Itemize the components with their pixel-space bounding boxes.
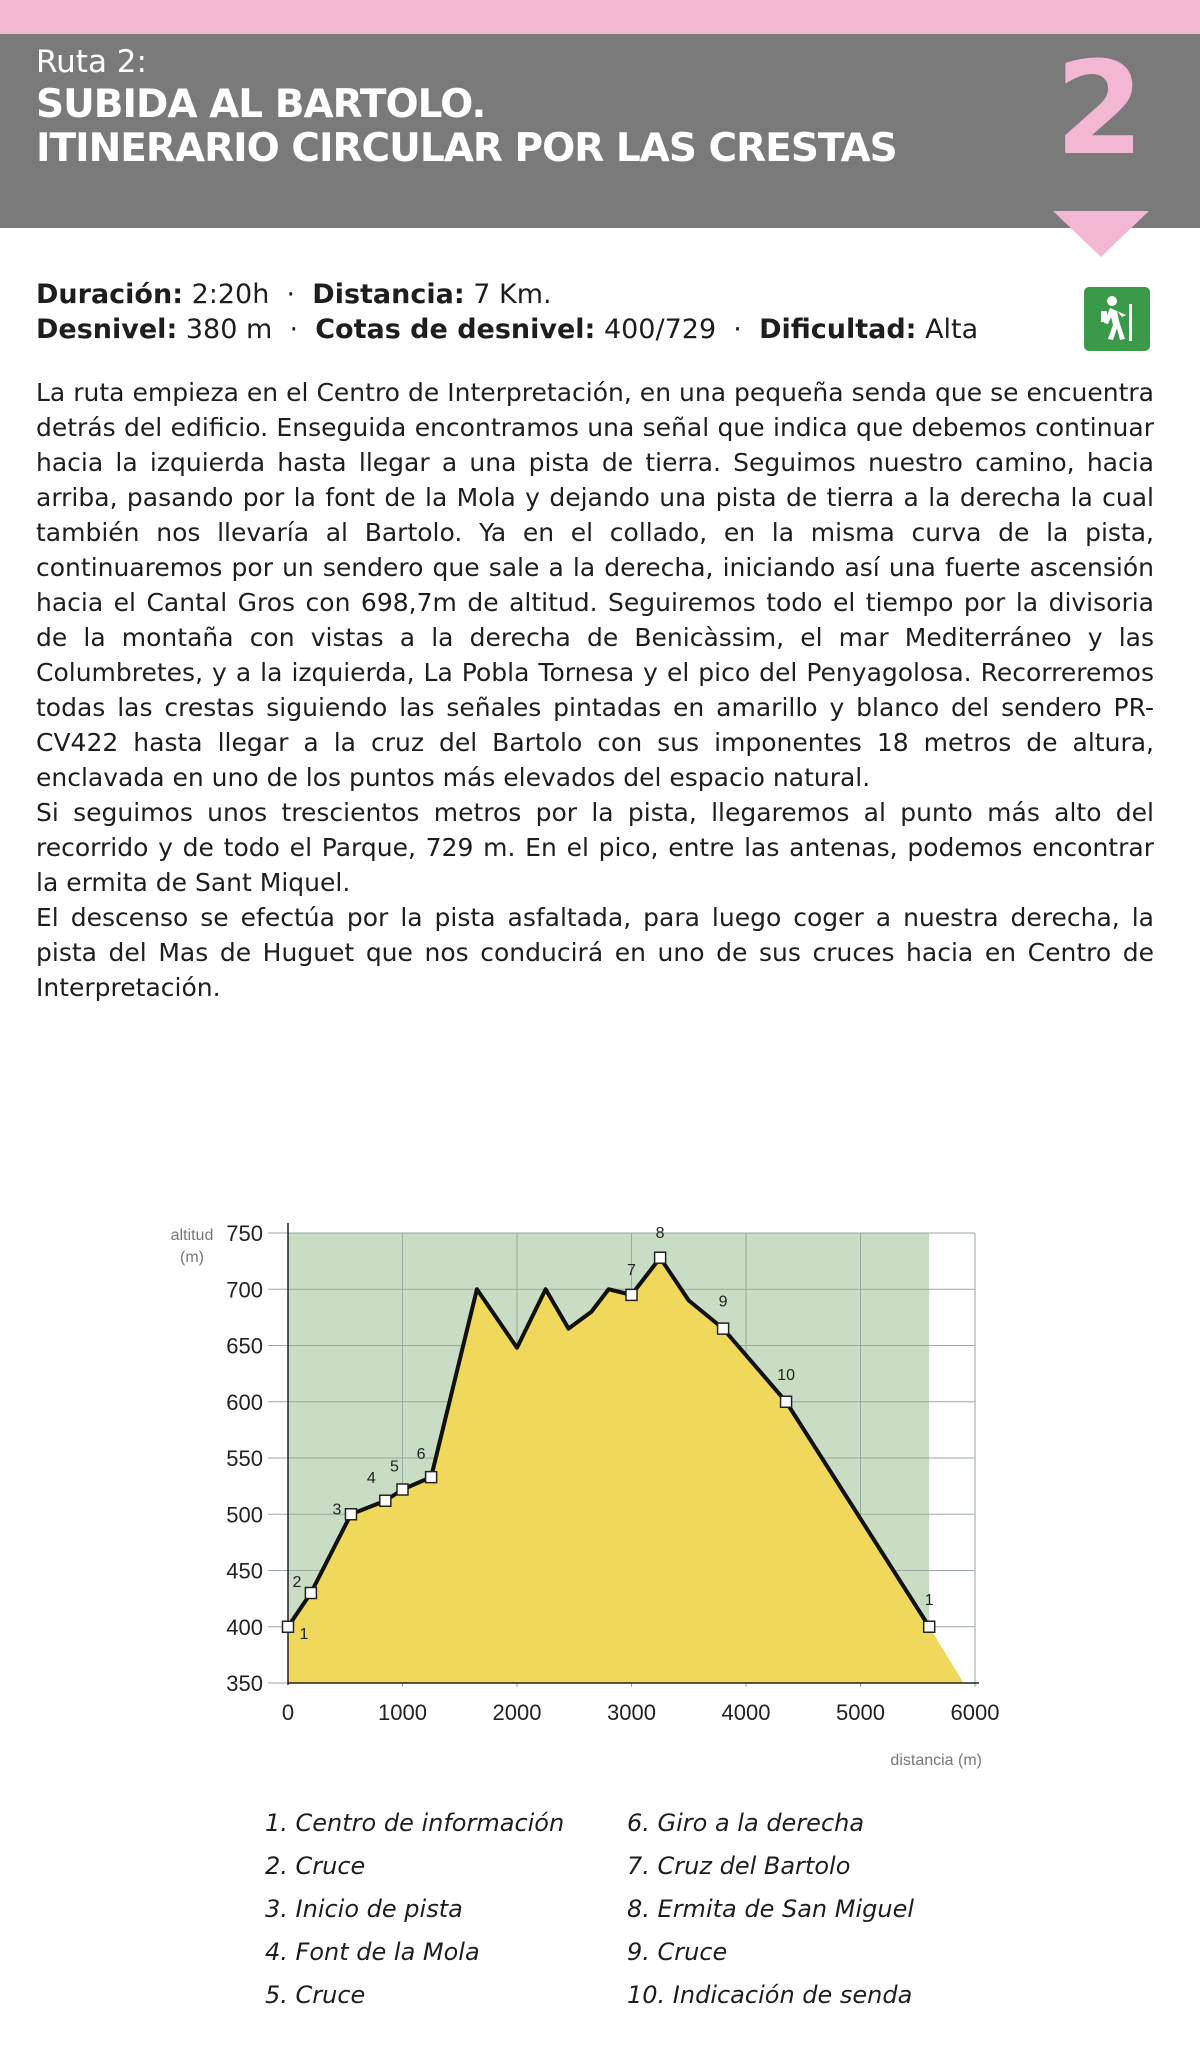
chart-waypoint-label: 3 — [332, 1501, 342, 1519]
distancia-value: 7 Km. — [473, 279, 552, 310]
legend-item: 7. Cruz del Bartolo — [627, 1852, 851, 1880]
chart-x-axis-label: distancia (m) — [890, 1752, 982, 1769]
chart-x-tick-label: 2000 — [492, 1700, 542, 1725]
route-label: Ruta 2: — [36, 44, 147, 80]
duracion-value: 2:20h — [191, 279, 270, 310]
chart-waypoint-marker — [380, 1495, 391, 1506]
title-line-2: ITINERARIO CIRCULAR POR LAS CRESTAS — [36, 126, 897, 171]
chart-y-tick-label: 500 — [226, 1502, 263, 1528]
chart-y-tick-label: 550 — [226, 1446, 263, 1471]
stats-line-1 — [36, 277, 978, 312]
chart-x-tick-label: 4000 — [721, 1700, 771, 1725]
chart-y-tick-label: 750 — [226, 1221, 263, 1246]
legend-column-left — [265, 1802, 625, 2017]
elevation-chart-svg — [130, 1200, 1010, 1780]
chart-y-tick-label: 350 — [226, 1671, 263, 1696]
chart-waypoint-marker — [781, 1396, 792, 1407]
title-line-1: SUBIDA AL BARTOLO. — [36, 82, 486, 127]
cotas-label: Cotas de desnivel: — [315, 314, 596, 345]
chart-y-tick-label: 600 — [226, 1389, 263, 1415]
chart-x-tick-label: 5000 — [836, 1700, 885, 1725]
dificultad-value: Alta — [925, 314, 979, 345]
chart-waypoint-marker — [426, 1472, 437, 1483]
chart-y-tick-label: 400 — [226, 1614, 263, 1640]
legend-item: 3. Inicio de pista — [265, 1895, 463, 1923]
chart-waypoint-label: 9 — [718, 1293, 728, 1311]
description-paragraph-1: La ruta empieza en el Centro de Interpretación, en una pequeña senda que se encuentra detrás del edificio. Enseguida encontramos una señal que indica que debemos continuar hacia la izquierda hasta llegar a una pista de tierra. Seguimos nuestro camino, hacia arriba, pasando por la font de la Mola y dejando una pista de tierra a la derecha la cual también nos llevaría al Bartolo. Ya en el collado, en la misma curva de la pista, continuaremos por un sendero que sale a la derecha, iniciando así una fuerte ascensión hacia el Cantal Gros con 698,7m de altitud. Seguiremos todo el tiempo por la divisoria de la montaña con vistas a la derecha de Benicàssim, el mar Mediterráneo y las Columbretes, y a la izquierda, La Pobla Tornesa y el pico del Penyagolosa. Recorreremos todas las crestas siguiendo las señales pintadas en amarillo y blanco del sendero PR-CV422 hasta llegar a la cruz del Bartolo con sus imponentes 18 metros de altura, enclavada en uno de los puntos más elevados del espacio natural. — [36, 378, 1154, 792]
separator: · — [289, 314, 299, 345]
legend-item: 8. Ermita de San Miguel — [627, 1895, 915, 1923]
legend-item: 4. Font de la Mola — [265, 1938, 480, 1966]
desnivel-value: 380 m — [185, 314, 273, 345]
top-stripe — [0, 0, 1200, 34]
chart-waypoint-label: 1 — [299, 1625, 309, 1643]
chart-waypoint-label: 8 — [655, 1224, 665, 1242]
chart-waypoint-marker — [655, 1252, 666, 1263]
desnivel-label: Desnivel: — [36, 314, 178, 345]
route-stats — [36, 277, 978, 347]
chart-y-tick-label: 450 — [226, 1558, 263, 1584]
hiker-icon — [1084, 287, 1150, 351]
page-title — [36, 83, 897, 171]
distancia-label: Distancia: — [312, 279, 465, 310]
chart-waypoint-marker — [718, 1323, 729, 1334]
legend-item: 2. Cruce — [265, 1852, 366, 1880]
chart-waypoint-label: 4 — [366, 1469, 376, 1487]
description-paragraph-2: Si seguimos unos trescientos metros por la pista, llegaremos al punto más alto del recorrido y de todo el Parque, 729 m. En el pico, entre las antenas, podemos encontrar la ermita de Sant Miquel. — [36, 798, 1154, 897]
cotas-value: 400/729 — [603, 314, 717, 345]
chart-y-axis-label: altitud — [170, 1227, 214, 1244]
chart-x-tick-label: 3000 — [607, 1700, 656, 1725]
stats-line-2 — [36, 312, 978, 347]
legend-item: 10. Indicación de senda — [627, 1981, 913, 2009]
pink-triangle-marker — [1053, 211, 1149, 257]
chart-waypoint-marker — [924, 1621, 935, 1632]
chart-waypoint-label: 1 — [924, 1591, 934, 1609]
route-number: 2 — [1055, 35, 1145, 184]
chart-waypoint-marker — [305, 1588, 316, 1599]
chart-x-tick-label: 6000 — [950, 1700, 1000, 1725]
chart-waypoint-label: 10 — [777, 1366, 795, 1384]
legend-item: 1. Centro de información — [265, 1809, 565, 1837]
legend-column-right — [627, 1802, 987, 2017]
chart-waypoint-marker — [345, 1509, 356, 1520]
chart-waypoint-label: 6 — [416, 1446, 426, 1464]
legend-item: 6. Giro a la derecha — [627, 1809, 865, 1837]
chart-waypoint-marker — [397, 1484, 408, 1495]
separator: · — [733, 314, 742, 345]
route-description — [36, 375, 1154, 1005]
chart-x-tick-label: 1000 — [378, 1700, 427, 1725]
legend-item: 9. Cruce — [627, 1938, 728, 1966]
chart-waypoint-label: 2 — [292, 1574, 302, 1591]
chart-x-tick-label: 0 — [281, 1700, 295, 1725]
chart-y-tick-label: 650 — [226, 1333, 263, 1359]
dificultad-label: Dificultad: — [759, 314, 917, 345]
legend-item: 5. Cruce — [265, 1981, 366, 2009]
description-paragraph-3: El descenso se efectúa por la pista asfaltada, para luego coger a nuestra derecha, la pista del Mas de Huguet que nos conducirá en uno de sus cruces hacia en Centro de Interpretación. — [36, 903, 1154, 1002]
chart-waypoint-label: 7 — [627, 1261, 636, 1279]
elevation-chart — [130, 1200, 1010, 1784]
chart-waypoint-label: 5 — [390, 1458, 399, 1476]
chart-y-tick-label: 700 — [226, 1277, 263, 1303]
chart-waypoint-marker — [626, 1289, 637, 1300]
duracion-label: Duración: — [36, 279, 183, 310]
chart-waypoint-marker — [283, 1621, 294, 1632]
chart-y-axis-unit: (m) — [180, 1249, 204, 1266]
separator: · — [286, 279, 296, 310]
